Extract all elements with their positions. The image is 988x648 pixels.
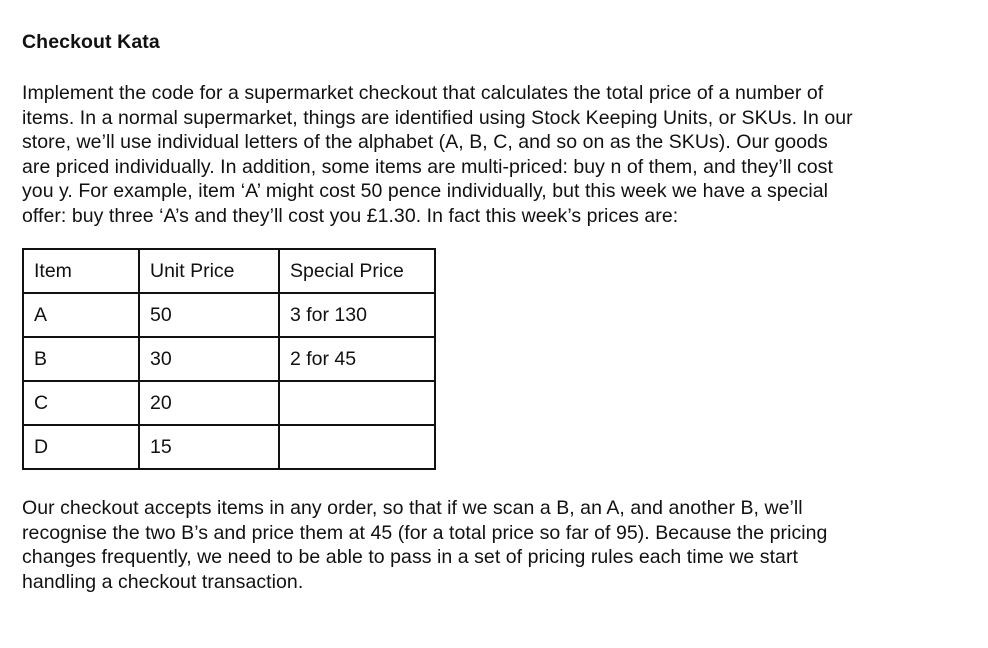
- table-header-row: [23, 249, 435, 293]
- header-item: Item: [23, 249, 139, 293]
- header-unit-price: Unit Price: [139, 249, 279, 293]
- intro-line: you y. For example, item ‘A’ might cost 50 pence individually, but this week we have a special: [22, 180, 829, 202]
- cell-special-price: 2 for 45: [279, 337, 435, 381]
- cell-item: D: [23, 425, 139, 469]
- document-page: [22, 30, 962, 594]
- header-special-price: Special Price: [279, 249, 435, 293]
- cell-unit-price: 20: [139, 381, 279, 425]
- intro-line: Implement the code for a supermarket checkout that calculates the total price of a number of: [22, 82, 824, 104]
- cell-special-price: 3 for 130: [279, 293, 435, 337]
- table-row: [23, 293, 435, 337]
- cell-item: C: [23, 381, 139, 425]
- table-row: [23, 381, 435, 425]
- table-row: [23, 337, 435, 381]
- cell-item: B: [23, 337, 139, 381]
- intro-line: are priced individually. In addition, some items are multi-priced: buy n of them, and they’ll cost: [22, 155, 833, 178]
- intro-line: items. In a normal supermarket, things are identified using Stock Keeping Units, or SKUs. In our: [22, 106, 853, 129]
- cell-unit-price: 30: [139, 337, 279, 381]
- pricing-table: [22, 248, 436, 470]
- cell-special-price: [279, 425, 435, 469]
- table-row: [23, 425, 435, 469]
- outro-line: handling a checkout transaction.: [22, 570, 304, 593]
- outro-line: Our checkout accepts items in any order, so that if we scan a B, an A, and another B, we’ll: [22, 497, 803, 519]
- cell-item: A: [23, 293, 139, 337]
- document-title: Checkout Kata: [22, 31, 160, 53]
- outro-line: recognise the two B’s and price them at 45 (for a total price so far of 95). Because the pricing: [22, 521, 828, 544]
- intro-line: offer: buy three ‘A’s and they’ll cost you £1.30. In fact this week’s prices are:: [22, 204, 679, 227]
- cell-unit-price: 15: [139, 425, 279, 469]
- intro-paragraph: [22, 81, 962, 228]
- cell-unit-price: 50: [139, 293, 279, 337]
- outro-paragraph: [22, 496, 962, 594]
- intro-line: store, we’ll use individual letters of the alphabet (A, B, C, and so on as the SKUs). Our goods: [22, 131, 828, 153]
- outro-line: changes frequently, we need to be able to pass in a set of pricing rules each time we start: [22, 546, 798, 568]
- cell-special-price: [279, 381, 435, 425]
